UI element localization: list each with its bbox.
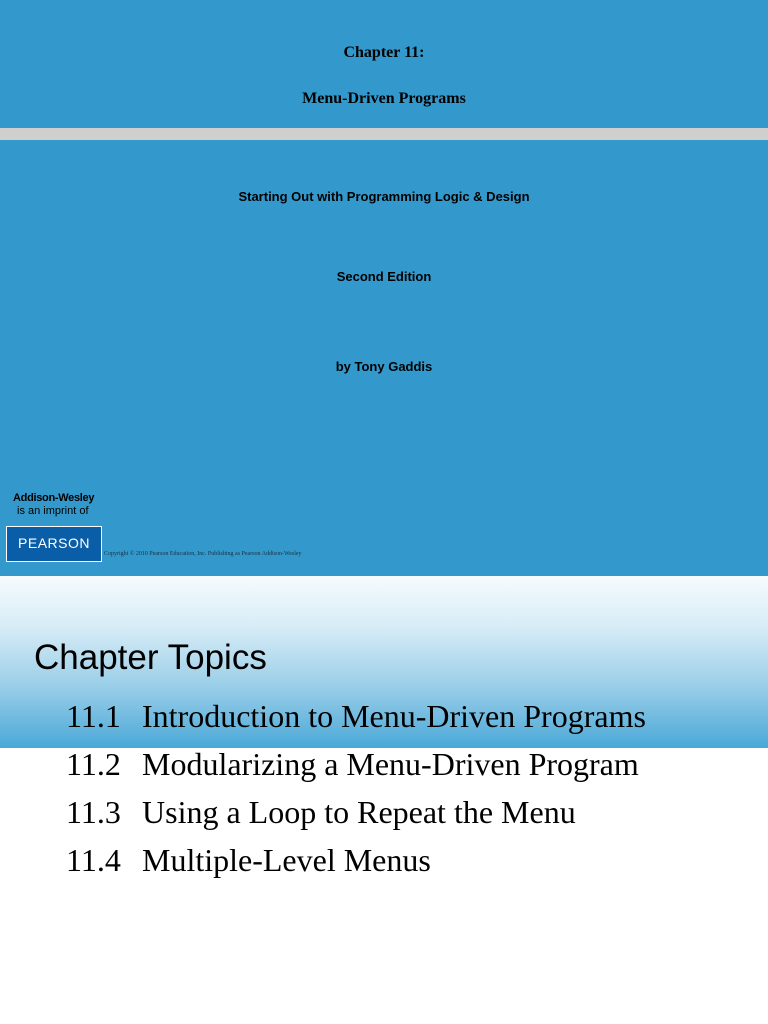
- topic-number: 11.1: [66, 698, 121, 734]
- pearson-logo: [6, 526, 102, 562]
- publisher-imprint: [13, 492, 94, 517]
- book-author: by Tony Gaddis: [335, 359, 433, 374]
- topic-number: 11.2: [66, 746, 121, 782]
- topic-title: Modularizing a Menu-Driven Program: [142, 746, 639, 782]
- topics-heading: Chapter Topics: [34, 638, 267, 677]
- pearson-logo-text: PEARSON: [18, 535, 90, 551]
- book-edition: Second Edition: [336, 269, 432, 284]
- topic-item: [66, 794, 576, 831]
- topic-title: Multiple-Level Menus: [142, 842, 431, 878]
- book-title: Starting Out with Programming Logic & Design: [238, 189, 530, 204]
- topic-item: [66, 746, 639, 783]
- chapter-title: Menu-Driven Programs: [302, 90, 466, 107]
- topic-number: 11.3: [66, 794, 121, 830]
- topic-number: 11.4: [66, 842, 121, 878]
- topic-item: [66, 698, 646, 735]
- topic-item: [66, 842, 431, 879]
- publisher-imprint-text: is an imprint of: [17, 505, 89, 517]
- copyright-notice: Copyright © 2010 Pearson Education, Inc. Publishing as Pearson Addison-Wesley: [104, 551, 302, 557]
- topics-slide: [0, 576, 768, 1024]
- chapter-number: Chapter 11:: [343, 44, 425, 61]
- topic-title: Using a Loop to Repeat the Menu: [142, 794, 576, 830]
- publisher-name: Addison-Wesley: [13, 492, 95, 504]
- topic-title: Introduction to Menu-Driven Programs: [142, 698, 646, 734]
- title-divider: [0, 128, 768, 140]
